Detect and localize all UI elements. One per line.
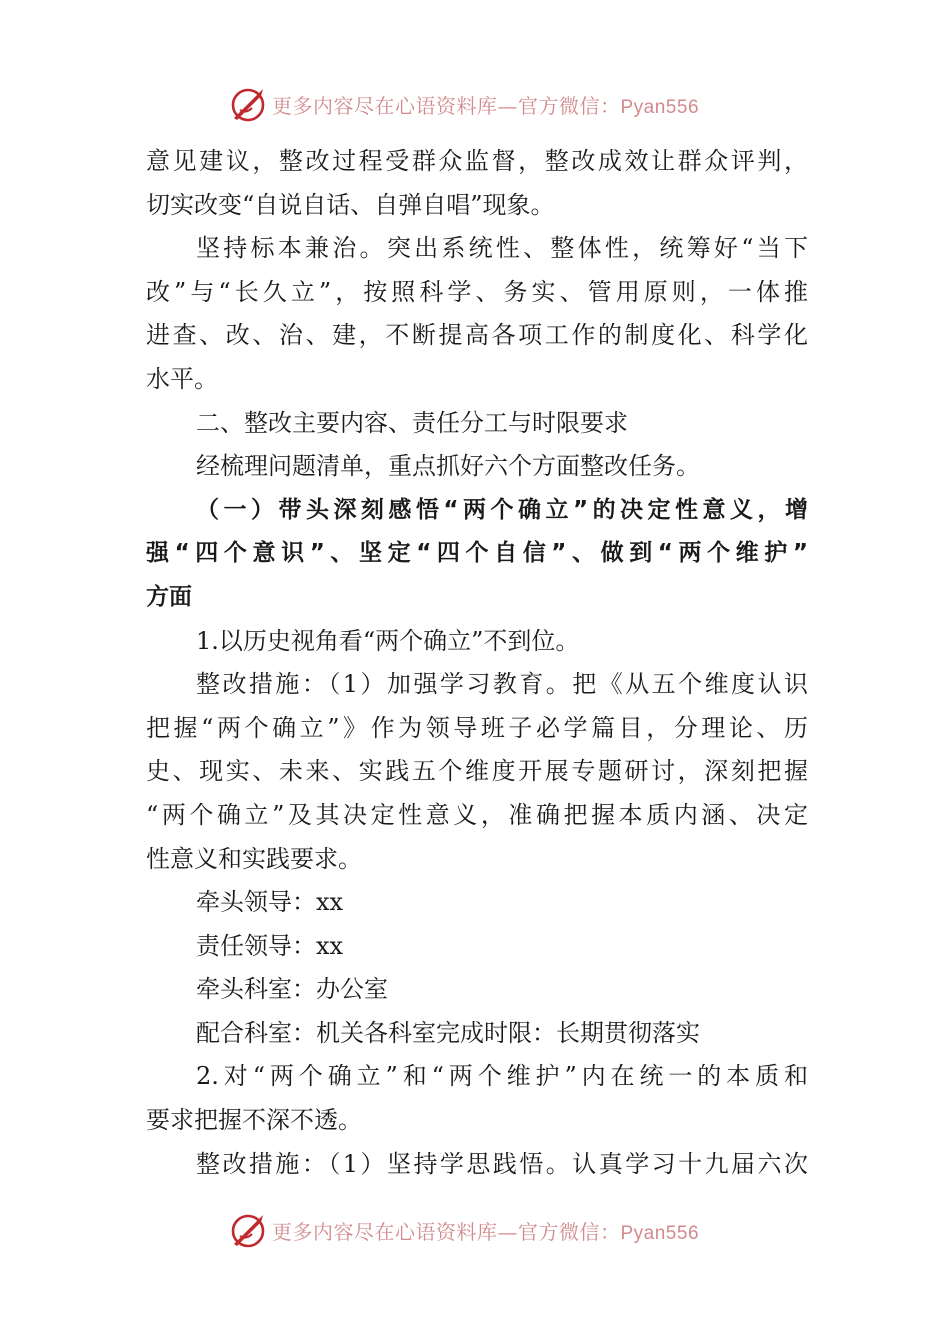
text-line: 意见建议，整改过程受群众监督，整改成效让群众评判， (146, 147, 808, 175)
banner-text: 更多内容尽在心语资料库—官方微信：Pyan556 (272, 93, 700, 118)
document-body (146, 140, 808, 1186)
text-line: 经梳理问题清单，重点抓好六个方面整改任务。 (196, 452, 700, 481)
footer-banner (228, 1208, 748, 1252)
lead-department: 牵头科室：办公室 (196, 975, 388, 1004)
text-line: 整改措施：（1）坚持学思践悟。认真学习十九届六次 (196, 1149, 808, 1178)
text-line: 整改措施：（1）加强学习教育。把《从五个维度认识 (196, 670, 808, 699)
text-line: 性意义和实践要求。 (146, 844, 362, 873)
text-line: 改”与“长久立”，按照科学、务实、管用原则，一体推 (146, 277, 808, 306)
item-title: 要求把握不深不透。 (146, 1106, 362, 1135)
pen-logo-icon (228, 84, 268, 124)
section-heading: 二、整改主要内容、责任分工与时限要求 (196, 408, 628, 437)
lead-leader: 牵头领导：xx (196, 888, 344, 917)
subsection-heading: 强“四个意识”、坚定“四个自信”、做到“两个维护” (146, 540, 808, 567)
header-banner (228, 82, 748, 126)
item-title: 2.对“两个确立”和“两个维护”内在统一的本质和 (196, 1062, 808, 1091)
banner-text: 更多内容尽在心语资料库—官方微信：Pyan556 (272, 1219, 700, 1244)
subsection-heading: 方面 (146, 583, 192, 610)
cooperating-department: 配合科室：机关各科室完成时限：长期贯彻落实 (196, 1018, 700, 1047)
text-line: 坚持标本兼治。突出系统性、整体性，统筹好“当下 (196, 234, 808, 263)
responsible-leader: 责任领导：xx (196, 931, 344, 960)
text-line: 进查、改、治、建，不断提高各项工作的制度化、科学化 (146, 321, 808, 350)
pen-logo-icon (228, 1210, 268, 1250)
subsection-heading: （一）带头深刻感悟“两个确立”的决定性意义，增 (196, 496, 808, 523)
text-line: 史、现实、未来、实践五个维度开展专题研讨，深刻把握 (146, 757, 808, 786)
item-title: 1.以历史视角看“两个确立”不到位。 (196, 626, 580, 655)
text-line: 水平。 (146, 364, 218, 393)
text-line: 把握“两个确立”》作为领导班子必学篇目，分理论、历 (146, 713, 808, 742)
text-line: 切实改变“自说自话、自弹自唱”现象。 (146, 190, 555, 219)
text-line: “两个确立”及其决定性意义，准确把握本质内涵、决定 (146, 800, 808, 829)
